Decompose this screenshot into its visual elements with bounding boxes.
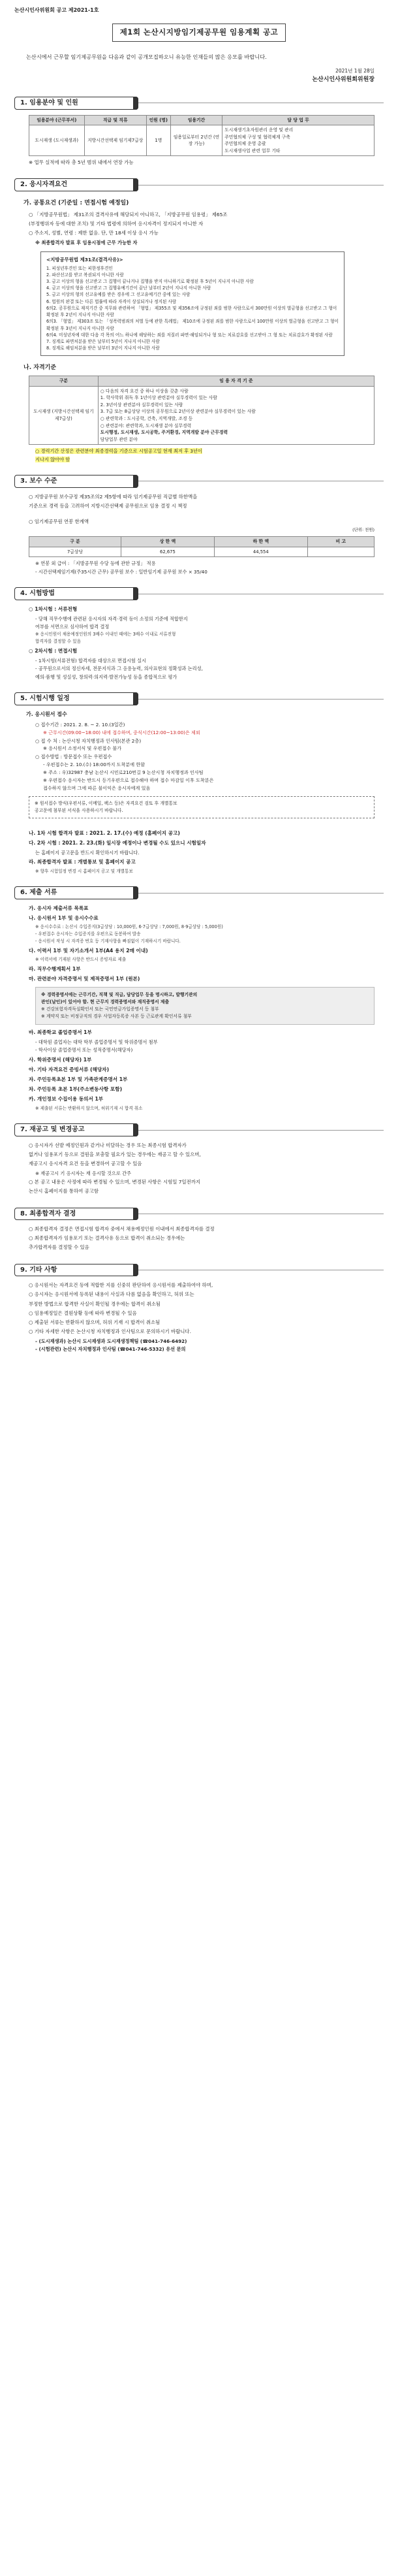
disqualification-title: <지방공무원법 제31조(결격사유)>: [46, 257, 123, 263]
application-note: ※ 응시원서 소정서식 및 우편접수 불가: [43, 745, 122, 752]
section-1-title: 1. 임용분야 및 인원: [14, 97, 138, 110]
exam-line: 여부를 서면으로 심사하여 합격 결정: [35, 624, 110, 630]
career-proof-line: ※ 건강보험자격득실확인서 또는 국민연금가입증명서 등 첨부: [41, 1006, 159, 1012]
table-row: [29, 125, 375, 156]
document-heading: 가. 응시자 제출서류 목록표: [29, 905, 89, 911]
schedule-sub: 는 홈페이지 공고문을 반드시 확인하시기 바랍니다.: [35, 849, 140, 856]
section-5-header: [14, 692, 384, 705]
salary-line: ○ 지방공무원 보수규정 제35조의2 제5항에 따라 임기제공무원 직급별 하한액을: [29, 493, 198, 500]
misc-line: 부정한 방법으로 합격한 사실이 확인될 경우에는 합격이 취소됨: [29, 1300, 161, 1307]
application-note: ※ 근무시간(09:00~18:00) 내에 접수하며, 중식시간(12:00~13:00)은 제외: [43, 729, 200, 735]
salary-unit: (단위: 천원): [352, 527, 375, 533]
misc-line: ○ 기타 자세한 사항은 논산시청 자치행정과 인사팀으로 문의하시기 바랍니다.: [29, 1328, 191, 1335]
qualification-table-wrap: [29, 376, 375, 445]
duty-item: 도시재생사업 관련 업무 기타: [224, 148, 281, 153]
document-line: - 학사이상 졸업증명서 또는 성적증명서(해당자): [35, 1047, 133, 1054]
application-line: ○ 접수기간 : 2021. 2. 8. ~ 2. 10.(3일간): [35, 722, 125, 728]
col-count: 인원 (명): [146, 115, 170, 125]
contact-line: - (도시재생과) 논산시 도시재생과 도시재생정책팀 (☎041-746-6492): [35, 1338, 187, 1344]
reannounce-line: 없거나 임용포기 등으로 결원을 보충할 필요가 있는 경우에는 재공고 할 수 있으며,: [29, 1151, 201, 1158]
final-decision-line: ○ 최종합격자가 임용포기 또는 결격사유 등으로 합격이 취소되는 경우에는: [29, 1235, 185, 1242]
document-heading: 마. 관련분야 자격증명서 및 제적증명서 1부 (원본): [29, 976, 140, 982]
section-1-header: [14, 97, 384, 110]
cell-count: 1명: [146, 125, 170, 156]
notice-date: 2021년 1월 28일: [335, 67, 375, 74]
career-proof-line: 관인(날인)이 있어야 함. 현 근무지 경력증명서와 재직증명서 제출: [41, 999, 170, 1005]
qualification-note: [35, 456, 375, 464]
section-4-header: [14, 587, 384, 600]
schedule-sub: ※ 향후 시험일정 변경 시 홈페이지 공고 및 개별통보: [35, 868, 133, 874]
career-proof-line: ※ 계약직 또는 비정규직의 경우 사업자등록증 사본 등 근로관계 확인서류 첨부: [41, 1013, 192, 1019]
section-divider: [138, 699, 384, 700]
cell-duties: [222, 125, 375, 156]
document-heading: 라. 직무수행계획서 1부: [29, 965, 81, 972]
qualification-table: [29, 376, 375, 445]
section-2-title: 2. 응시자격요건: [14, 178, 138, 191]
col-period: 임용기간: [170, 115, 222, 125]
criteria-line: 3. 7급 또는 8급상당 이상의 공무원으로 2년이상 관련분야 실무경력이 있는 사람: [100, 409, 256, 415]
exam-line: - 1차시험(서류전형) 합격자를 대상으로 면접시험 실시: [35, 657, 147, 664]
disqualification-item: 8. 징계로 해임처분을 받은 날부터 3년이 지나지 아니한 사람: [46, 346, 160, 351]
schedule-line: 라. 최종합격자 발표 : 개별통보 및 홈페이지 공고: [29, 859, 136, 865]
document-heading: 카. 개인정보 수집이용 동의서 1부: [29, 1096, 104, 1103]
document-note: - 응시원서 작성 시 자격증 번호 등 기재사항을 빠짐없이 기재하시기 바랍니다.: [35, 938, 181, 944]
document-heading: 나. 응시원서 1부 및 응시수수료: [29, 915, 99, 922]
disqualification-item: 4. 금고 이상의 형을 선고받고 그 집행유예기간이 끝난 날부터 2년이 지나지 아니한 사람: [46, 285, 211, 291]
application-note: - 우편접수는 2. 10.(수) 18:00까지 도착분에 한함: [43, 761, 145, 767]
section-5-title: 5. 시험시행 일정: [14, 692, 138, 705]
qualification-heading: 나. 자격기준: [23, 364, 57, 372]
table-row: [29, 547, 375, 557]
application-note: ※ 주소 : 우)32987 충남 논산시 시민로210번길 9 논산시청 자치행정과 인사팀: [43, 769, 204, 775]
contact-line: - (시험관련) 논산시 자치행정과 인사팀 (☎041-746-5332) 유선 문의: [35, 1346, 186, 1353]
cell-min: 44,554: [214, 547, 307, 557]
section-9-header: [14, 1264, 384, 1277]
exam-note: ※ 응시인원이 채용예정인원의 3배수 이내인 때에는 3배수 이내로 서류전형: [35, 632, 176, 637]
disqualification-item: 6. 법원의 판결 또는 다른 법률에 따라 자격이 상실되거나 정지된 사람: [46, 298, 177, 304]
reannounce-line: ○ 본 공고 내용은 사정에 따라 변경될 수 있으며, 변경된 사항은 시험일 7일전까지: [29, 1179, 201, 1185]
requirement-line: ○ 주소지, 성별, 연령 : 제한 없음. 단, 만 18세 이상 응시 가능: [29, 230, 159, 236]
positions-table: [29, 115, 375, 157]
application-heading: 가. 응시원서 접수: [26, 711, 67, 717]
disqualification-item: 6의2. 공무원으로 재직기간 중 직무와 관련하여 「형법」 제355조 및 제356조에 규정된 죄를 범한 사람으로서 300만원 이상의 벌금형을 선고받고 그 형이 확정된 후 2년이 지나지 아니한 사람: [46, 305, 337, 318]
disqualification-box: [40, 251, 344, 356]
misc-line: ○ 임용예정일은 결원상황 등에 따라 변경될 수 있음: [29, 1310, 137, 1316]
criteria-line: 2. 3년이상 관련분야 실무경력이 있는 사람: [100, 402, 183, 408]
cell-field: 도시재생 (도시재생과): [29, 125, 85, 156]
duty-item: 주민협의체 구성 및 협력체계 구축: [224, 134, 290, 140]
requirement-line: ○ 「지방공무원법」 제31조의 결격사유에 해당되지 아니하고, 「지방공무원 임용령」 제65조: [29, 211, 228, 217]
disqualification-item: 3. 금고 이상의 형을 선고받고 그 집행이 끝나거나 집행을 받지 아니하기로 확정된 후 5년이 지나지 아니한 사람: [46, 279, 254, 284]
career-proof-line: ※ 경력증명서에는 근무기간, 직책 및 직급, 담당업무 등을 명시하고, 발행기관의: [41, 992, 198, 998]
section-6-title: 6. 제출 서류: [14, 886, 138, 899]
notice-number: 논산시인사위원회 공고 제2021-1호: [14, 7, 99, 13]
cell-remark: [307, 547, 374, 557]
criteria-line: ○ 관련학과 : 도시공학, 건축, 지역개발, 조경 등: [100, 416, 193, 421]
col-duties: 담 당 업 무: [222, 115, 375, 125]
requirement-note: ※ 최종합격자 발표 후 임용시점에 근무 가능한 자: [35, 239, 138, 246]
application-notice-line: ※ 원서접수 방식(우편서류, 이메일, 팩스 등)은 자격요건 검토 후 개별통보: [35, 800, 177, 806]
document-heading: 자. 주민등록초본 1부 및 가족관계증명서 1부: [29, 1076, 128, 1083]
cell-criteria: [98, 386, 374, 444]
criteria-line: 담당업무 관련 분야: [100, 436, 138, 442]
application-notice-line: 공고문에 첨부된 서식을 사용하시기 바랍니다.: [35, 807, 123, 813]
section-3-header: [14, 475, 384, 488]
final-decision-line: 추가합격자를 결정할 수 있음: [29, 1244, 89, 1251]
section-6-header: [14, 886, 384, 899]
final-decision-line: ○ 최종합격자 결정은 면접시험 합격자 중에서 채용예정인원 이내에서 최종합격자를 결정: [29, 1226, 215, 1232]
reannounce-note: ※ 재공고시 기 응시자는 재 응시할 것으로 간주: [35, 1170, 131, 1176]
section-7-header: [14, 1123, 384, 1136]
section-8-title: 8. 최종합격자 결정: [14, 1208, 138, 1221]
application-line: ○ 접 수 처 : 논산시청 자치행정과 인사팀(본관 2층): [35, 737, 142, 744]
exam-phase-2-heading: ○ 2차시험 : 면접시험: [29, 647, 78, 654]
salary-table-wrap: [29, 536, 375, 557]
salary-line: 기준으로 경력 등을 고려하여 지방시간선택제 공무원으로 임용 결정 시 책정: [29, 502, 187, 509]
criteria-line: 1. 학사학위 취득 후 1년이상 관련분야 실무경력이 있는 사람: [100, 395, 217, 401]
document-heading: 차. 주민등록 초본 1부(주소변동사항 포함): [29, 1086, 123, 1093]
col-criteria: 임 용 자 격 기 준: [98, 376, 374, 387]
misc-line: ○ 응시원서는 자격요건 등에 적합한 지를 신중히 판단하여 응시원서를 제출하여야 하며,: [29, 1282, 213, 1289]
disqualification-item: 1. 피성년후견인 또는 피한정후견인: [46, 265, 113, 271]
cell-grade: 지방시간선택제 임기제7급상: [84, 125, 146, 156]
section-1-note: ※ 업무 실적에 따라 총 5년 범위 내에서 연장 가능: [29, 159, 134, 166]
criteria-line: ○ 다음의 자격 요건 중 하나 이상을 갖춘 사람: [100, 388, 189, 394]
disqualification-item: 6의4. 미성년자에 대한 다음 각 목의 어느 하나에 해당하는 죄를 저질러 파면·해임되거나 형 또는 치료감호를 선고받아 그 형 또는 치료감호가 확정된 사람: [46, 332, 333, 338]
disqualification-item: 7. 징계로 파면처분을 받은 날부터 5년이 지나지 아니한 사람: [46, 338, 160, 344]
document-heading: 아. 기타 자격요건 증빙서류 (해당자): [29, 1066, 110, 1072]
col-field: 임용분야 (근무부서): [29, 115, 85, 125]
issuing-org: 논산시인사위원회위원장: [312, 76, 375, 84]
cell-grade: 7급상당: [29, 547, 121, 557]
schedule-line: 다. 2차 시험 : 2021. 2. 23.(화) 일시장 예정이나 변경될 수도 있으니 시험일자: [29, 839, 206, 846]
qualification-note-line: 지나지 않아야 함: [35, 456, 70, 462]
reannounce-line: ○ 응시자가 선발 예정인원과 같거나 미달하는 경우 또는 최종시험 합격자가: [29, 1142, 187, 1148]
exam-line: 예의·품행 및 성실성, 창의력·의지력·발전가능성 등을 종합적으로 평가: [35, 673, 177, 680]
salary-note: - 시간선택제임기제(주35시간 근무) 공무원 보수 : 일반임기제 공무원 보수 × 35/40: [35, 568, 207, 575]
duty-item: 도시재생기초자원관리 운영 및 관리: [224, 127, 294, 133]
misc-line: ○ 응시자는 응시원서에 등록된 내용이 사실과 다름 없음을 확인하고, 허위 또는: [29, 1291, 194, 1298]
requirement-line: (부정행위자 등에 대한 조치) 및 기타 법령에 의하여 응시자격이 정지되지 아니한 자: [29, 221, 204, 227]
document-note: ※ 이력서에 기재된 사항은 반드시 증빙자료 제출: [35, 956, 127, 962]
criteria-line: 도시행정, 도시재생, 도시공학, 주거환경, 지역개발 분야 근무경력: [100, 430, 228, 436]
section-2-header: [14, 178, 384, 191]
duty-item: 주민협의체 운영 총괄: [224, 141, 266, 147]
section-divider: [138, 1130, 384, 1131]
cell-field: 도시재생 (지방시간선택제 임기제7급상): [29, 386, 99, 444]
disqualification-item: 6의3. 「형법」 제303조 또는 「성폭력범죄의 처벌 등에 관한 특례법」 제10조에 규정된 죄를 범한 사람으로서 100만원 이상의 벌금형을 선고받고 그 형이 확정된 후 3년이 지나지 아니한 사람: [46, 319, 339, 331]
qualification-note: [35, 447, 375, 455]
misc-line: ○ 제출된 서류는 반환하지 않으며, 허위 기재 시 합격이 취소됨: [29, 1319, 161, 1326]
qualification-note-line: ○ 경력기간 산정은 관련분야 최종경력을 기준으로 시험공고일 현재 최저 후 3년이: [35, 448, 202, 455]
exam-line: - 공무원으로서의 정신자세, 전문지식과 그 응용능력, 의사표현의 정확성과 논리성,: [35, 666, 203, 672]
disqualification-item: 5. 금고 이상의 형의 선고유예를 받은 경우에 그 선고유예기간 중에 있는 사람: [46, 292, 191, 298]
section-9-title: 9. 기타 사항: [14, 1264, 138, 1277]
application-notice-box: [29, 796, 375, 818]
col-min: 하 한 액: [214, 537, 307, 547]
document-heading: 바. 최종학교 졸업증명서 1부: [29, 1029, 92, 1035]
exam-phase-1-heading: ○ 1차시험 : 서류전형: [29, 605, 78, 612]
document-note: ※ 제출된 서류는 반환하지 않으며, 허위기재 시 합격 취소: [35, 1105, 143, 1111]
application-line: ○ 접수방법 : 방문접수 또는 우편접수: [35, 754, 112, 760]
section-7-title: 7. 재공고 및 변경공고: [14, 1123, 138, 1136]
col-grade: 직급 및 직류: [84, 115, 146, 125]
criteria-line: ○ 관련분야: 관련학과, 도시재생 분야 실무경력: [100, 423, 192, 428]
application-note: ※ 우편접수 응시자는 반드시 등기우편으로 접수해야 하며 접수 마감일 이후 도착분은: [43, 777, 214, 783]
salary-note: ※ 연봉 외 급여 : 「지방공무원 수당 등에 관한 규정」 적용: [35, 560, 156, 567]
col-grade: 구 분: [29, 537, 121, 547]
col-max: 상 한 액: [121, 537, 215, 547]
document-line: - 대학원 졸업자는 대학 학부 졸업증명서 및 학위증명서 첨부: [35, 1038, 158, 1045]
document-note: - 우편접수 응시자는 수입증지를 우편으로 동봉하여 발송: [35, 931, 141, 937]
notice-title: 제1회 논산시지방임기제공무원 임용계획 공고: [112, 24, 286, 42]
document-note: ※ 응시수수료 : 논산시 수입증지(3급상당 : 10,000원, 6·7급상당 : 7,000원, 8·9급상당 : 5,000원): [35, 924, 223, 930]
salary-table: [29, 536, 375, 557]
cell-period: 임용일로부터 2년간 (연장 가능): [170, 125, 222, 156]
exam-note: 합격자를 결정할 수 있음: [35, 638, 81, 644]
career-proof-box: [35, 987, 375, 1025]
salary-table-title: ○ 임기제공무원 연봉 한계액: [29, 519, 89, 525]
section-3-title: 3. 보수 수준: [14, 475, 138, 488]
document-heading: 사. 학위증명서 (해당자) 1부: [29, 1056, 92, 1063]
disqualification-item: 2. 파산선고를 받고 복권되지 아니한 사람: [46, 272, 124, 278]
document-heading: 다. 이력서 1부 및 자기소개서 1부(A4 용지 2매 이내): [29, 947, 148, 954]
section-8-header: [14, 1208, 384, 1221]
col-remark: 비 고: [307, 537, 374, 547]
table-row: [29, 386, 375, 444]
col-category: 구분: [29, 376, 99, 387]
schedule-line: 나. 1차 시험 합격자 발표 : 2021. 2. 17.(수) 예정 (홈페이지 공고): [29, 829, 180, 836]
cell-max: 62,675: [121, 547, 215, 557]
section-divider: [138, 893, 384, 894]
exam-line: - 당해 직무수행에 관련된 응시자의 자격·경력 등이 소정의 기준에 적합한지: [35, 615, 188, 622]
section-4-title: 4. 시험방법: [14, 587, 138, 600]
application-note: 접수하지 않으며 그에 따른 불이익은 응시자에게 있음: [43, 784, 151, 791]
common-requirements-heading: 가. 공통요건 (기준일 : 면접시험 예정일): [23, 199, 129, 206]
reannounce-line: 논산시 홈페이지를 통하여 공고함: [29, 1188, 99, 1195]
positions-table-wrap: [29, 115, 375, 157]
intro-text: 논산시에서 근무할 임기제공무원을 다음과 같이 공개모집하오니 유능한 인재들의 많은 응모를 바랍니다.: [26, 54, 267, 61]
reannounce-line: 재공고시 응시자격 요건 등을 변경하여 공고할 수 있음: [29, 1161, 142, 1167]
